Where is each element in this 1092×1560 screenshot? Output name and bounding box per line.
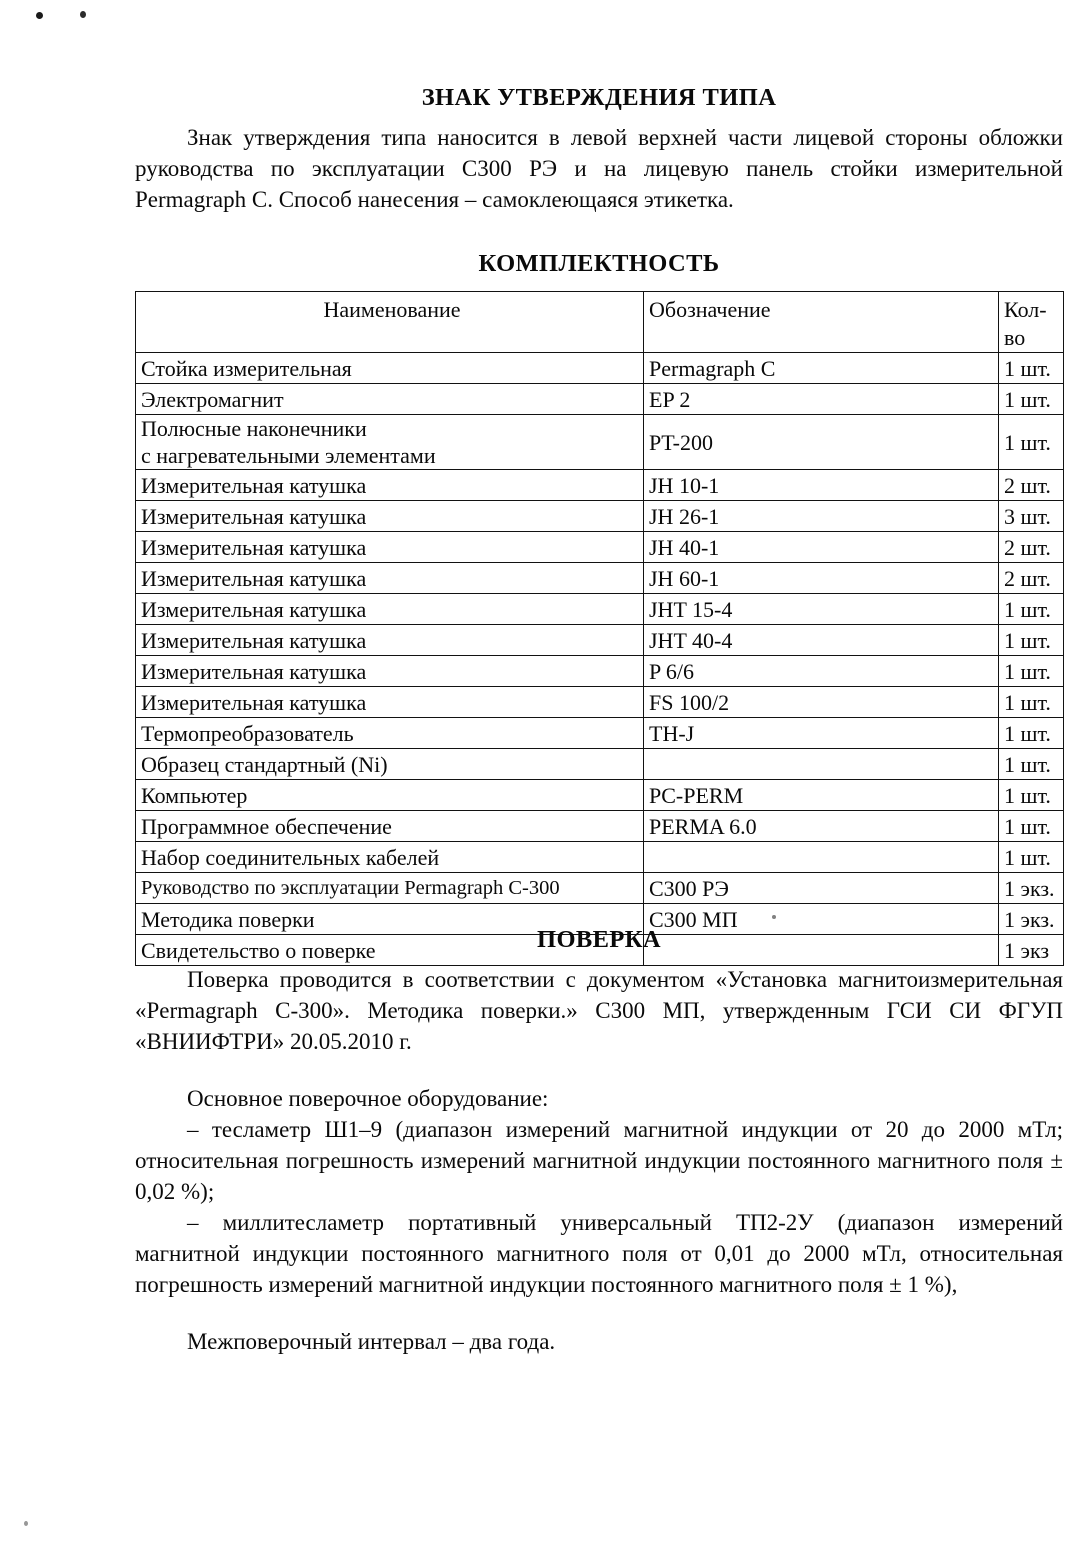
column-header-quantity-line1: Кол- <box>1004 297 1047 322</box>
column-header-name: Наименование <box>136 292 644 353</box>
cell-designation: JH 40-1 <box>644 532 999 563</box>
cell-designation: FS 100/2 <box>644 687 999 718</box>
cell-quantity: 1 шт. <box>999 415 1064 470</box>
paragraph-znak-utverzhdeniya: Знак утверждения типа наносится в левой верхней части лицевой стороны обложки руководства по эксплуатации С300 РЭ и на лицевую панель стойки измерительной Permagraph C. Способ нанесения – самоклеющаяся этикетка. <box>135 125 1063 212</box>
table-row <box>136 470 1064 501</box>
cell-designation: С300 РЭ <box>644 873 999 904</box>
cell-quantity: 2 шт. <box>999 470 1064 501</box>
cell-name: Термопреобразователь <box>136 718 644 749</box>
column-header-designation: Обозначение <box>644 292 999 353</box>
cell-name-line2: с нагревательными элементами <box>141 443 436 468</box>
cell-quantity: 1 экз <box>999 935 1064 966</box>
table-row <box>136 780 1064 811</box>
cell-name: Методика поверки <box>136 904 644 935</box>
cell-quantity: 2 шт. <box>999 563 1064 594</box>
cell-name: Измерительная катушка <box>136 532 644 563</box>
cell-quantity: 1 экз. <box>999 904 1064 935</box>
cell-name: Измерительная катушка <box>136 656 644 687</box>
komplektnost-table-body <box>136 353 1064 966</box>
cell-name: Измерительная катушка <box>136 594 644 625</box>
cell-quantity: 1 шт. <box>999 749 1064 780</box>
table-row <box>136 625 1064 656</box>
paragraph-interval: Межповерочный интервал – два года. <box>187 1329 556 1354</box>
cell-quantity: 3 шт. <box>999 501 1064 532</box>
cell-name: Электромагнит <box>136 384 644 415</box>
cell-designation: JHT 40-4 <box>644 625 999 656</box>
cell-designation: JH 60-1 <box>644 563 999 594</box>
cell-designation: JH 10-1 <box>644 470 999 501</box>
cell-quantity: 1 шт. <box>999 384 1064 415</box>
cell-quantity: 1 шт. <box>999 780 1064 811</box>
table-row <box>136 594 1064 625</box>
table-row <box>136 749 1064 780</box>
cell-quantity: 1 шт. <box>999 594 1064 625</box>
table-row <box>136 532 1064 563</box>
column-header-quantity <box>999 292 1064 353</box>
table-row <box>136 384 1064 415</box>
table-header-row <box>136 292 1064 353</box>
cell-designation: PT-200 <box>644 415 999 470</box>
cell-quantity: 1 шт. <box>999 718 1064 749</box>
table-row <box>136 563 1064 594</box>
section-heading-znak-utverzhdeniya-tipa: ЗНАК УТВЕРЖДЕНИЯ ТИПА <box>421 84 777 111</box>
table-row <box>136 415 1064 470</box>
table-row <box>136 811 1064 842</box>
paragraph-teslametr: – тесламетр Ш1–9 (диапазон измерений магнитной индукции от 20 до 2000 мТл; относительная погрешность измерений магнитной индукции постоянного магнитного поля ± 0,02 %); <box>135 1117 1063 1204</box>
cell-designation: PC-PERM <box>644 780 999 811</box>
cell-designation: PERMA 6.0 <box>644 811 999 842</box>
cell-quantity: 1 шт. <box>999 353 1064 384</box>
paragraph-equipment-intro: Основное поверочное оборудование: <box>187 1086 549 1111</box>
cell-name: Руководство по эксплуатации Permagraph С-300 <box>136 873 644 904</box>
scan-artifact-dot <box>36 12 43 19</box>
cell-name: Свидетельство о поверке <box>136 935 644 966</box>
cell-name: Измерительная катушка <box>136 563 644 594</box>
section-heading-komplektnost: КОМПЛЕКТНОСТЬ <box>478 250 720 277</box>
cell-name: Измерительная катушка <box>136 501 644 532</box>
cell-quantity: 1 шт. <box>999 656 1064 687</box>
cell-name: Измерительная катушка <box>136 470 644 501</box>
table-row <box>136 353 1064 384</box>
cell-name: Компьютер <box>136 780 644 811</box>
cell-name: Образец стандартный (Ni) <box>136 749 644 780</box>
scan-artifact-dot <box>24 1521 28 1526</box>
cell-quantity: 1 шт. <box>999 687 1064 718</box>
cell-quantity: 1 экз. <box>999 873 1064 904</box>
paragraph-poverka-document: Поверка проводится в соответствии с документом «Установка магнитоизмерительная «Permagraph С-300». Методика поверки.» С300 МП, утвержденным ГСИ СИ ФГУП «ВНИИФТРИ» 20.05.2010 г. <box>135 967 1063 1054</box>
cell-designation: EP 2 <box>644 384 999 415</box>
cell-quantity: 1 шт. <box>999 811 1064 842</box>
komplektnost-table-container <box>135 291 1063 966</box>
cell-designation: Permagraph C <box>644 353 999 384</box>
cell-quantity: 2 шт. <box>999 532 1064 563</box>
cell-designation <box>644 842 999 873</box>
cell-designation: JH 26-1 <box>644 501 999 532</box>
cell-name: Стойка измерительная <box>136 353 644 384</box>
column-header-quantity-line2: во <box>1004 325 1026 350</box>
table-row <box>136 687 1064 718</box>
cell-designation: JHT 15-4 <box>644 594 999 625</box>
cell-name: Измерительная катушка <box>136 625 644 656</box>
cell-designation: P 6/6 <box>644 656 999 687</box>
cell-name-line1: Полюсные наконечники <box>141 416 367 441</box>
paragraph-millitesla: – миллитесламетр портативный универсальный ТП2-2У (диапазон измерений магнитной индукции постоянного магнитного поля от 0,01 до 2000 мТл, относительная погрешность измерений магнитной индукции постоянного магнитного поля ± 1 %), <box>135 1210 1063 1297</box>
table-row <box>136 501 1064 532</box>
cell-name: Программное обеспечение <box>136 811 644 842</box>
section-heading-poverka: ПОВЕРКА <box>536 926 662 953</box>
poverka-body <box>135 964 1063 1357</box>
cell-quantity: 1 шт. <box>999 842 1064 873</box>
cell-name: Измерительная катушка <box>136 687 644 718</box>
table-row <box>136 873 1064 904</box>
komplektnost-table <box>135 291 1064 966</box>
table-row <box>136 656 1064 687</box>
cell-designation: С300 МП <box>644 904 999 935</box>
cell-name: Набор соединительных кабелей <box>136 842 644 873</box>
table-row <box>136 718 1064 749</box>
cell-quantity: 1 шт. <box>999 625 1064 656</box>
scan-artifact-dot <box>80 11 86 18</box>
table-row <box>136 842 1064 873</box>
cell-name <box>136 415 644 470</box>
cell-designation: TH-J <box>644 718 999 749</box>
cell-designation <box>644 749 999 780</box>
